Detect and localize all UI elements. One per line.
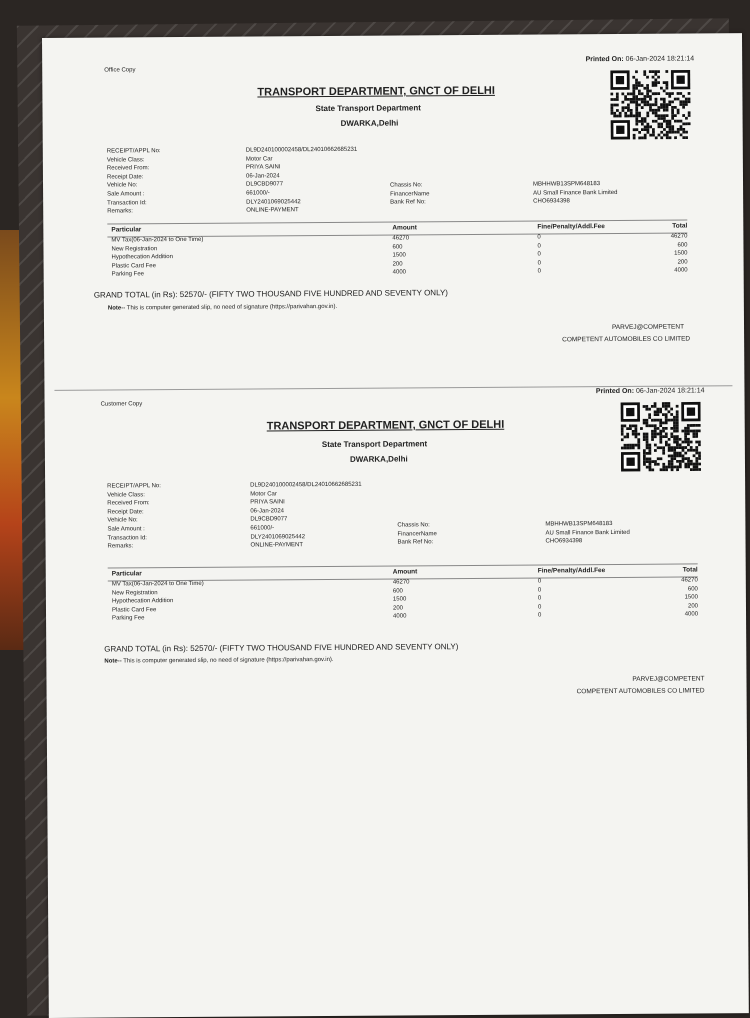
field-value: 06-Jan-2024 [250,508,285,515]
field-labels [107,147,161,216]
table-cell: 4000 [684,611,699,618]
field-value: PRIYA SAINI [245,164,281,171]
right-field-values [545,520,630,546]
field-label: Sale Amount : [107,191,145,198]
table-cell: 600 [392,588,403,595]
signatory: PARVEJ@COMPETENT [632,675,705,683]
field-value: DL9CBD9077 [246,181,284,188]
department-title: TRANSPORT DEPARTMENT, GNCT OF DELHI [257,84,495,99]
grand-total: GRAND TOTAL (in Rs): 52570/- (FIFTY TWO THOUSAND FIVE HUNDRED AND SEVENTY ONLY) [104,642,459,654]
table-cell: New Registration [111,589,158,597]
table-cell: 46270 [392,235,410,242]
field-label: Bank Ref No: [390,199,426,206]
column-header: Particular [111,570,142,578]
table-cell: 4000 [392,269,407,276]
field-value: 06-Jan-2024 [245,173,280,180]
field-values [246,146,358,216]
field-value: ONLINE-PAYMENT [250,542,304,549]
column-header: Particular [111,226,142,234]
field-value: Motor Car [250,490,277,498]
table-cell: 46270 [670,233,688,240]
field-values [250,481,362,551]
field-label: RECEIPT/APPL No: [107,483,161,490]
company-name: COMPETENT AUTOMOBILES CO LIMITED [576,687,705,696]
table-cell: 0 [537,604,542,611]
field-label: Vehicle No: [107,182,138,189]
table-cell: Parking Fee [112,615,145,622]
field-label: Remarks: [107,208,133,215]
table-cell: 200 [687,603,699,610]
right-field-labels [397,521,437,547]
table-cell: 0 [537,587,542,594]
field-value: 661000/- [246,190,270,197]
qr-code-icon [621,401,701,472]
grand-total: GRAND TOTAL (in Rs): 52570/- (FIFTY TWO THOUSAND FIVE HUNDRED AND SEVENTY ONLY) [93,288,448,300]
fee-table [107,219,687,280]
right-field-labels [390,181,430,207]
field-value: DL9CBD9077 [250,516,288,523]
right-field-values [533,180,618,206]
table-cell: Parking Fee [111,271,145,278]
column-header: Fine/Penalty/Addl.Fee [537,223,605,231]
office-copy-receipt [42,43,744,398]
table-cell: 600 [677,242,688,249]
field-value: MBHHWB13SPM648183 [533,181,601,188]
department-subtitle: State Transport Department [315,103,421,114]
table-cell: 200 [392,261,403,268]
field-value: PRIYA SAINI [250,499,285,506]
column-header: Fine/Penalty/Addl.Fee [537,567,606,575]
field-label: Vehicle Class: [106,156,145,164]
printed-on-value: 06-Jan-2024 18:21:14 [635,387,705,395]
field-label: Received From: [107,500,150,507]
field-label: Vehicle Class: [107,491,145,499]
table-cell: 1500 [674,250,688,257]
field-label: Transaction Id: [107,534,147,542]
printed-on-label: Printed On: [585,55,624,64]
field-label: Chassis No: [397,522,430,529]
department-title: TRANSPORT DEPARTMENT, GNCT OF DELHI [266,418,505,433]
table-cell: 0 [537,260,541,267]
department-subtitle: State Transport Department [321,439,428,450]
field-value: CHO6934398 [545,538,583,545]
field-value: AU Small Finance Bank Limited [545,529,630,537]
table-cell: Hypothecation Addition [111,598,174,605]
table-cell: Plastic Card Fee [111,262,156,270]
field-value: DL9D240100002458/DL24010662685231 [250,481,362,489]
table-cell: 600 [392,244,403,251]
office-place: DWARKA,Delhi [349,454,408,464]
table-cell: 0 [537,234,541,241]
field-label: Bank Ref No: [397,539,434,546]
column-header: Total [682,566,698,574]
table-cell: 1500 [392,252,406,259]
note-text: This is computer generated slip, no need of signature (https://parivahan.gov.in). [126,303,338,312]
column-header: Amount [392,224,417,232]
table-cell: 600 [687,586,698,593]
receipt-sheet [42,33,749,1018]
table-cell: Plastic Card Fee [111,606,157,614]
table-cell: New Registration [111,245,158,253]
printed-on [586,55,695,63]
note-text: This is computer generated slip, no need of signature (https://parivahan.gov.in). [123,656,334,665]
field-value: 661000/- [250,525,275,532]
field-value: Motor Car [245,155,273,163]
table-cell: 0 [537,251,541,258]
office-place: DWARKA,Delhi [340,118,399,128]
table-cell: MV Tax(06-Jan-2024 to One Time) [111,236,204,244]
field-value: ONLINE-PAYMENT [246,207,299,214]
table-cell: 0 [538,612,542,619]
qr-code-icon [610,69,690,140]
table-cell: 46270 [392,579,410,586]
table-cell: 4000 [393,613,407,620]
field-label: Receipt Date: [106,174,144,181]
table-cell: 200 [677,259,688,266]
note-label: Note-- [107,305,126,312]
table-cell: Hypothecation Addition [111,254,173,261]
field-value: AU Small Finance Bank Limited [533,189,618,197]
column-header: Amount [392,568,418,576]
field-label: RECEIPT/APPL No: [106,148,161,155]
field-value: DLY2401069025442 [250,533,306,541]
field-label: Chassis No: [390,182,423,189]
field-label: Transaction Id: [107,199,147,207]
field-label: Remarks: [107,543,134,550]
table-cell: 1500 [392,596,407,603]
field-label: FinancerName [397,530,437,538]
note [108,304,337,312]
copy-label: Customer Copy [100,401,143,408]
table-cell: 1500 [684,594,698,601]
fee-table [108,563,698,624]
table-cell: 4000 [674,267,688,274]
copy-label: Office Copy [104,67,136,74]
table-cell: 46270 [681,577,698,584]
field-value: MBHHWB13SPM648183 [545,521,613,528]
company-name: COMPETENT AUTOMOBILES CO LIMITED [562,335,691,344]
printed-on-value: 06-Jan-2024 18:21:14 [625,55,695,63]
field-label: Received From: [106,165,150,172]
field-label: Vehicle No: [107,517,138,524]
table-cell: 0 [537,578,542,585]
field-value: DLY2401069025442 [246,198,301,206]
note [104,657,333,665]
field-labels [107,482,161,551]
field-label: FinancerName [390,190,430,198]
field-value: DL9D240100002458/DL24010662685231 [245,146,358,154]
signatory: PARVEJ@COMPETENT [611,323,685,332]
printed-on [596,387,705,395]
printed-on-label: Printed On: [595,387,635,396]
field-label: Receipt Date: [107,509,144,516]
table-cell: 0 [537,595,542,602]
table-cell: 200 [392,605,404,612]
table-cell: 0 [537,243,541,250]
table-cell: MV Tax(06-Jan-2024 to One Time) [111,580,204,588]
field-value: CHO6934398 [533,198,570,205]
customer-copy-receipt [44,383,746,738]
note-label: Note-- [104,658,122,665]
table-cell: 0 [537,268,542,275]
column-header: Total [672,222,688,230]
field-label: Sale Amount : [107,526,145,533]
